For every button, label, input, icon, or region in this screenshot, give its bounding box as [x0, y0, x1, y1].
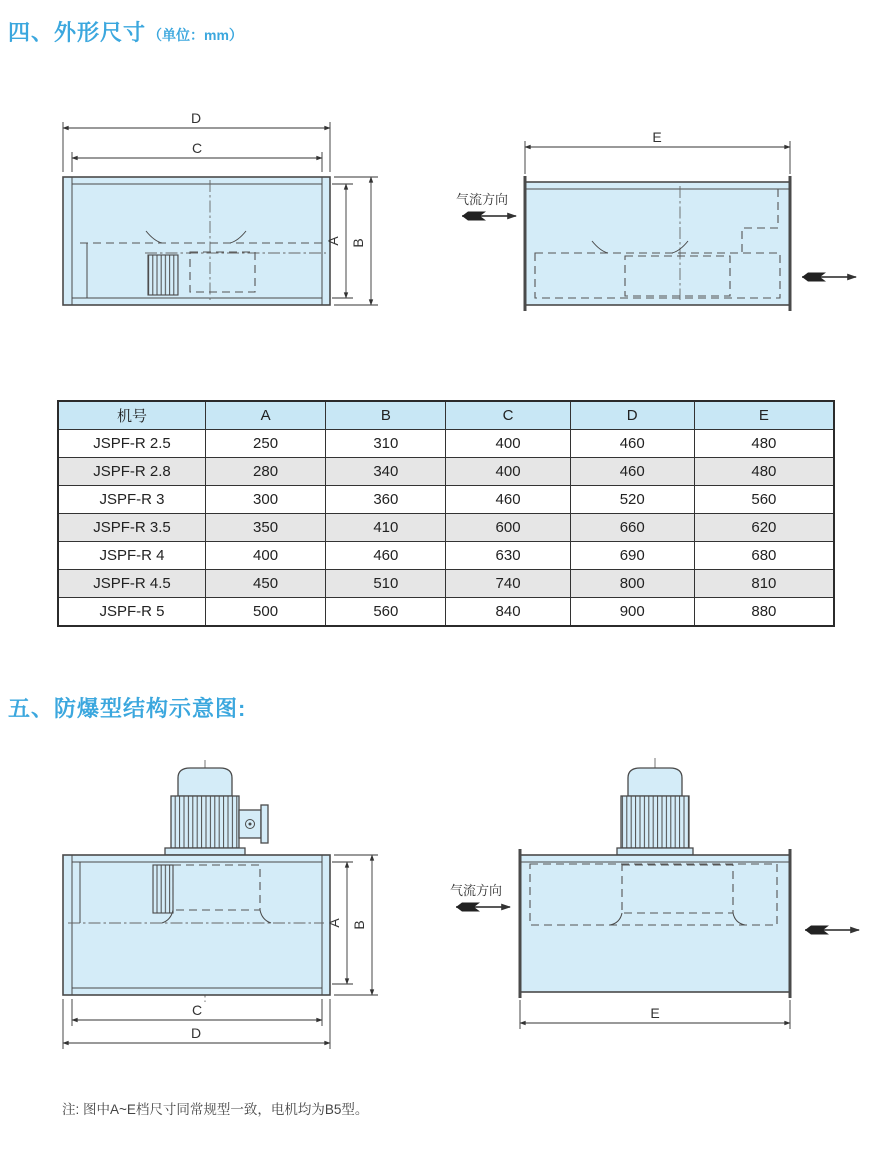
dimension-cell: 400 [446, 458, 570, 486]
outline-drawing-front-view [440, 128, 890, 333]
motor-icon [165, 768, 268, 855]
dimension-E [525, 129, 790, 174]
dimension-cell: 410 [326, 514, 446, 542]
dim-label-B: B [351, 920, 367, 930]
dim-label-E: E [652, 129, 662, 145]
column-header: A [205, 401, 325, 430]
column-header: D [570, 401, 694, 430]
dim-label-B: B [350, 238, 366, 248]
dimension-cell: 360 [326, 486, 446, 514]
dimension-table-wrap [57, 400, 835, 627]
dimension-cell: 460 [446, 486, 570, 514]
dimension-cell: 250 [205, 430, 325, 458]
outline-drawing-side-view [50, 110, 400, 325]
motor-icon [617, 768, 693, 855]
fan-casing [525, 176, 790, 311]
dimension-cell: 480 [694, 430, 834, 458]
dimension-cell: 400 [446, 430, 570, 458]
explosion-proof-front-view [440, 752, 890, 1052]
model-cell: JSPF-R 2.5 [58, 430, 205, 458]
dimension-cell: 460 [570, 458, 694, 486]
dimension-cell: 680 [694, 542, 834, 570]
airflow-direction [456, 192, 516, 221]
dim-label-D: D [190, 110, 202, 126]
column-header: E [694, 401, 834, 430]
dim-label-C: C [191, 140, 203, 156]
dimension-cell: 840 [446, 598, 570, 627]
dimension-cell: 630 [446, 542, 570, 570]
footnote: 注: 图中A~E档尺寸同常规型一致，电机均为B5型。 [62, 1102, 369, 1117]
dimension-cell: 690 [570, 542, 694, 570]
table-row [58, 486, 834, 514]
model-cell: JSPF-R 2.8 [58, 458, 205, 486]
airflow-arrow-icon [462, 212, 516, 221]
model-cell: JSPF-R 4.5 [58, 570, 205, 598]
dimension-cell: 460 [326, 542, 446, 570]
airflow-arrow-icon [456, 903, 510, 912]
section-title-text: 五、防爆型结构示意图: [8, 696, 247, 721]
dimension-cell: 460 [570, 430, 694, 458]
airflow-label: 气流方向 [450, 883, 503, 898]
dimension-cell: 900 [570, 598, 694, 627]
dimension-cell: 400 [205, 542, 325, 570]
inlet-cone-hatch [153, 865, 173, 913]
dim-label-A: A [326, 918, 342, 928]
dim-label-C: C [191, 1002, 203, 1018]
dimension-cell: 310 [326, 430, 446, 458]
model-cell: JSPF-R 4 [58, 542, 205, 570]
dimension-cell: 350 [205, 514, 325, 542]
dimension-cell: 340 [326, 458, 446, 486]
dimension-C [72, 140, 322, 172]
table-row [58, 542, 834, 570]
fan-casing [63, 855, 330, 995]
dimension-E [520, 1000, 790, 1029]
dimension-cell: 560 [694, 486, 834, 514]
table-row [58, 598, 834, 627]
dimension-cell: 280 [205, 458, 325, 486]
dimension-cell: 480 [694, 458, 834, 486]
dimension-table [57, 400, 835, 627]
airflow-label: 气流方向 [456, 192, 509, 207]
table-row [58, 514, 834, 542]
explosion-proof-side-view [50, 752, 400, 1057]
outlet-arrow-icon [802, 273, 856, 282]
fan-casing [63, 177, 330, 305]
dimension-cell: 660 [570, 514, 694, 542]
table-row [58, 430, 834, 458]
dimension-cell: 880 [694, 598, 834, 627]
section-dimensions-title [8, 16, 243, 47]
dim-label-E: E [650, 1005, 660, 1021]
model-cell: JSPF-R 3 [58, 486, 205, 514]
table-header-row [58, 401, 834, 430]
section-unit-text: （单位：mm） [148, 27, 243, 43]
dimension-cell: 450 [205, 570, 325, 598]
inlet-cone-hatch [148, 255, 178, 295]
table-row [58, 570, 834, 598]
section-explosion-proof-title [8, 692, 246, 723]
column-header: C [446, 401, 570, 430]
model-cell: JSPF-R 5 [58, 598, 205, 627]
column-header: 机号 [58, 401, 205, 430]
dimension-cell: 620 [694, 514, 834, 542]
dim-label-D: D [190, 1025, 202, 1041]
dimension-cell: 300 [205, 486, 325, 514]
section-title-text: 四、外形尺寸 [8, 20, 147, 45]
dimension-cell: 810 [694, 570, 834, 598]
fan-casing [520, 849, 790, 998]
dimension-cell: 510 [326, 570, 446, 598]
outlet-arrow-icon [805, 926, 859, 935]
dimension-cell: 560 [326, 598, 446, 627]
table-row [58, 458, 834, 486]
dimension-cell: 740 [446, 570, 570, 598]
dimension-cell: 600 [446, 514, 570, 542]
dim-label-A: A [325, 236, 341, 246]
column-header: B [326, 401, 446, 430]
model-cell: JSPF-R 3.5 [58, 514, 205, 542]
table-body [58, 430, 834, 627]
dimension-C [72, 999, 322, 1026]
dimension-cell: 500 [205, 598, 325, 627]
airflow-direction [450, 883, 510, 912]
dimension-cell: 800 [570, 570, 694, 598]
dimension-cell: 520 [570, 486, 694, 514]
